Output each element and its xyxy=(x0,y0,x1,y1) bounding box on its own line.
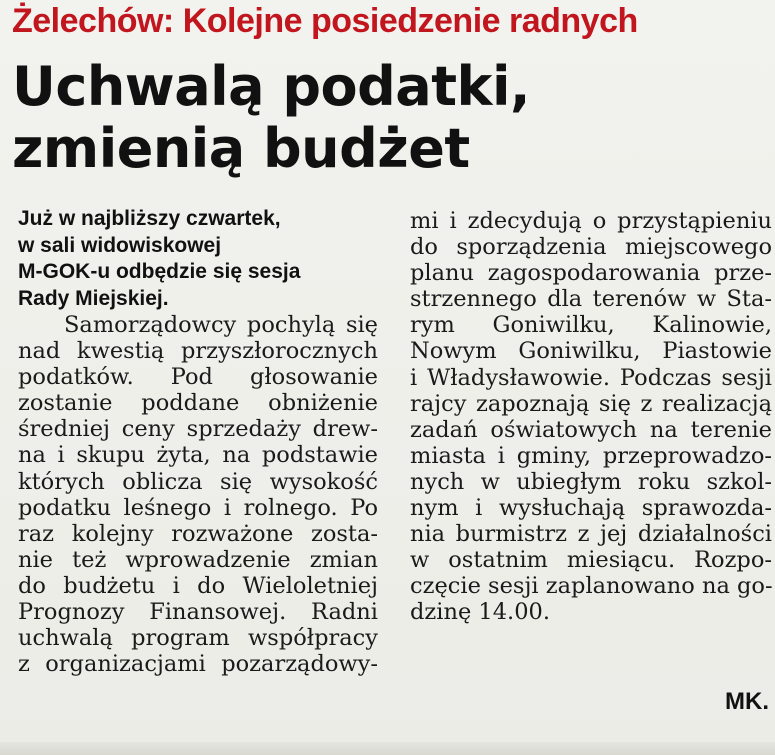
author-signature: MK. xyxy=(725,688,769,715)
body-line: nym i wysłuchają sprawozda- xyxy=(410,495,772,522)
lead-line: Już w najbliższy czwartek, xyxy=(18,207,281,230)
body-line: Prognozy Finansowej. Radni xyxy=(18,599,378,626)
lead-line: Rady Miejskiej. xyxy=(18,286,169,310)
body-line: zadań oświatowych na terenie xyxy=(410,416,772,443)
body-line: w ostatnim miesiącu. Rozpo- xyxy=(410,547,772,574)
body-line: miasta i gminy, przeprowadzo- xyxy=(410,442,772,469)
body-line: Samorządowcy pochylą się xyxy=(64,312,378,338)
page-edge xyxy=(0,742,775,755)
lead-line: M-GOK-u odbędzie się sesja xyxy=(18,260,301,283)
body-line: nia burmistrz z jej działalności xyxy=(410,521,772,548)
lead-paragraph xyxy=(18,206,378,312)
body-line: częcie sesji zaplanowano na go- xyxy=(410,573,773,600)
body-line: z organizacjami pozarządowy- xyxy=(18,651,378,678)
body-line: rym Goniwilku, Kalinowie, xyxy=(410,312,772,339)
headline xyxy=(12,56,530,180)
headline-line: Uchwalą podatki, xyxy=(12,55,530,118)
body-line: mi i zdecydują o przystąpieniu xyxy=(410,208,772,234)
body-line: i Władysławowie. Podczas sesji xyxy=(410,364,772,391)
body-line: nych w ubiegłym roku szkol- xyxy=(410,468,772,495)
body-line: strzennego dla terenów w Sta- xyxy=(410,286,772,313)
body-line: Nowym Goniwilku, Piastowie xyxy=(410,338,772,365)
column-right xyxy=(410,208,772,626)
body-line: planu zagospodarowania prze- xyxy=(410,260,772,287)
body-line: średniej ceny sprzedaży drew- xyxy=(18,416,378,443)
body-paragraph-left xyxy=(18,312,378,677)
body-line: nad kwestią przyszłorocznych xyxy=(18,338,378,365)
section-kicker: Żelechów: Kolejne posiedzenie radnych xyxy=(12,2,638,40)
body-line: dzinę 14.00. xyxy=(410,599,550,626)
body-line: raz kolejny rozważone zosta- xyxy=(18,520,378,547)
body-line: zostanie poddane obniżenie xyxy=(18,390,378,417)
headline-line: zmienią budżet xyxy=(12,117,470,180)
body-line: uchwalą program współpracy xyxy=(18,625,378,652)
lead-line: w sali widowiskowej xyxy=(18,233,222,257)
body-line: podatków. Pod głosowanie xyxy=(18,364,378,391)
body-line: do budżetu i do Wieloletniej xyxy=(18,572,378,599)
body-line: do sporządzenia miejscowego xyxy=(410,234,772,261)
column-left xyxy=(18,206,378,677)
body-line: podatku leśnego i rolnego. Po xyxy=(18,494,378,521)
body-line: na i skupu żyta, na podstawie xyxy=(18,442,378,469)
body-line: których oblicza się wysokość xyxy=(18,468,378,495)
body-line: rajcy zapoznają się z realizacją xyxy=(410,390,772,417)
body-line: nie też wprowadzenie zmian xyxy=(18,546,378,573)
